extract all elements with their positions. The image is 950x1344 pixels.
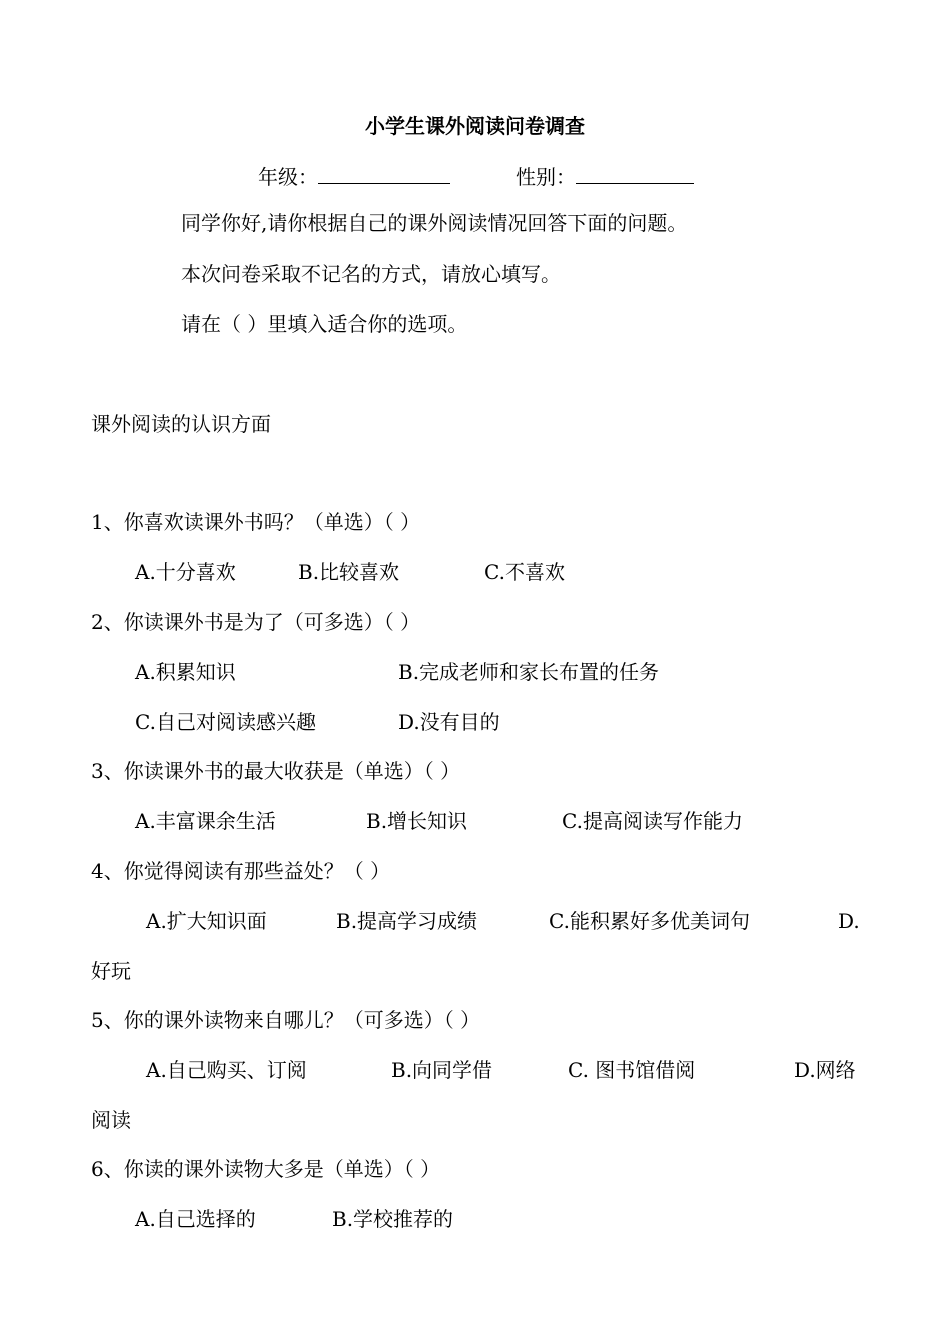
q5-option-b[interactable]: B.向同学借 [391,1058,493,1082]
question-6: 6、你读的课外读物大多是（单选）（ ） [91,1157,441,1181]
q5-option-d[interactable]: D.网络 [794,1058,856,1082]
question-1: 1、你喜欢读课外书吗？（单选）（ ） [91,510,421,534]
question-3: 3、你读课外书的最大收获是（单选）（ ） [91,759,461,783]
page-title: 小学生课外阅读问卷调查 [365,114,585,138]
intro-line-2: 本次问卷采取不记名的方式，请放心填写。 [181,262,561,286]
gender-blank[interactable] [576,165,694,184]
q4-option-c[interactable]: C.能积累好多优美词句 [549,909,750,933]
intro-line-3: 请在（ ）里填入适合你的选项。 [181,312,468,336]
q6-option-b[interactable]: B.学校推荐的 [332,1207,454,1231]
gender-field [516,165,694,187]
grade-field [258,165,450,187]
question-4: 4、你觉得阅读有那些益处？（ ） [91,859,391,883]
q5-option-a[interactable]: A.自己购买、订阅 [146,1058,307,1082]
question-2: 2、你读课外书是为了（可多选）（ ） [91,610,421,634]
q2-option-c[interactable]: C.自己对阅读感兴趣 [135,710,316,734]
grade-label: 年级： [258,165,318,189]
q1-option-a[interactable]: A.十分喜欢 [135,560,236,584]
q2-option-b[interactable]: B.完成老师和家长布置的任务 [398,660,660,684]
q3-option-a[interactable]: A.丰富课余生活 [135,809,276,833]
q4-option-d-continuation: 好玩 [91,959,131,983]
q6-option-a[interactable]: A.自己选择的 [135,1207,256,1231]
gender-label: 性别： [516,165,576,189]
q3-option-c[interactable]: C.提高阅读写作能力 [562,809,743,833]
q1-option-b[interactable]: B.比较喜欢 [298,560,400,584]
q4-option-b[interactable]: B.提高学习成绩 [336,909,478,933]
q2-option-a[interactable]: A.积累知识 [135,660,236,684]
q2-option-d[interactable]: D.没有目的 [398,710,500,734]
q1-option-c[interactable]: C.不喜欢 [484,560,565,584]
question-5: 5、你的课外读物来自哪儿？（可多选）（ ） [91,1008,481,1032]
q5-option-c[interactable]: C. 图书馆借阅 [568,1058,696,1082]
q5-option-d-continuation: 阅读 [91,1108,131,1132]
q3-option-b[interactable]: B.增长知识 [366,809,468,833]
intro-line-1: 同学你好,请你根据自己的课外阅读情况回答下面的问题。 [181,211,688,235]
section-heading: 课外阅读的认识方面 [91,412,271,436]
grade-blank[interactable] [318,165,450,184]
q4-option-d[interactable]: D. [838,909,860,933]
q4-option-a[interactable]: A.扩大知识面 [146,909,267,933]
